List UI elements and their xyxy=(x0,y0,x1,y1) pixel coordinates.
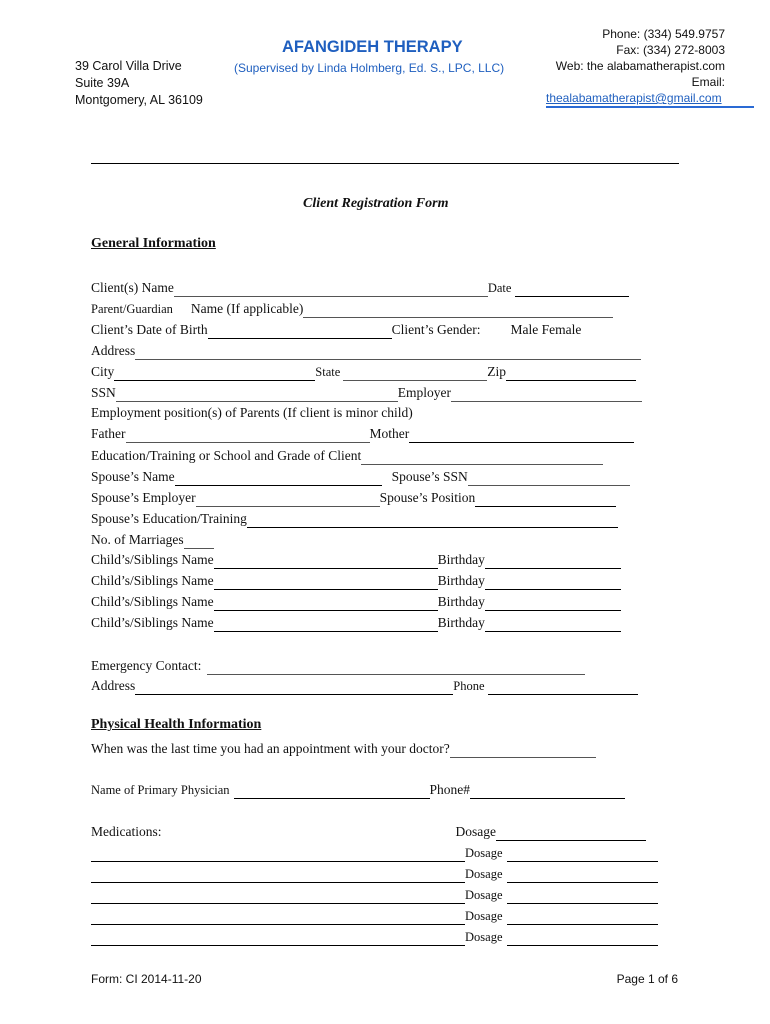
employer-label: Employer xyxy=(397,385,452,400)
dob-row xyxy=(91,319,581,339)
fax-text: Fax: (334) 272-8003 xyxy=(616,43,725,57)
emergency-phone-field[interactable] xyxy=(488,680,638,695)
address-line-3: Montgomery, AL 36109 xyxy=(75,93,203,107)
date-label: Date xyxy=(487,281,512,295)
dosage-label: Dosage xyxy=(465,909,503,923)
email-label: Email: xyxy=(691,75,725,89)
gender-options[interactable]: Male Female xyxy=(510,322,582,337)
address-field[interactable] xyxy=(135,345,641,360)
spouse-name-row xyxy=(91,466,630,486)
city-field[interactable] xyxy=(114,366,315,381)
sibling-name-label: Child’s/Siblings Name xyxy=(91,594,214,609)
medication-row xyxy=(91,863,658,883)
supervised-by: (Supervised by Linda Holmberg, Ed. S., LPC, LLC) xyxy=(234,61,505,75)
phone-text: Phone: (334) 549.9757 xyxy=(602,27,725,41)
mother-field[interactable] xyxy=(409,428,634,443)
dosage-label: Dosage xyxy=(465,930,503,944)
medication-row xyxy=(91,884,658,904)
dosage-field[interactable] xyxy=(496,826,646,841)
dosage-field[interactable] xyxy=(507,889,658,904)
education-label: Education/Training or School and Grade of Client xyxy=(91,448,362,463)
dosage-field[interactable] xyxy=(507,910,658,925)
ssn-row xyxy=(91,382,642,402)
parent-guardian-label: Parent/Guardian xyxy=(91,302,173,316)
birthday-field[interactable] xyxy=(485,554,621,569)
birthday-label: Birthday xyxy=(437,573,485,588)
sibling-row xyxy=(91,612,621,632)
sibling-row xyxy=(91,570,621,590)
sibling-name-label: Child’s/Siblings Name xyxy=(91,552,214,567)
sibling-row xyxy=(91,549,621,569)
emergency-row xyxy=(91,655,585,675)
physician-phone-field[interactable] xyxy=(470,784,625,799)
birthday-field[interactable] xyxy=(485,575,621,590)
medication-field[interactable] xyxy=(91,847,465,862)
email-underline xyxy=(546,106,754,108)
marriages-field[interactable] xyxy=(184,534,214,549)
spouse-employer-row xyxy=(91,487,616,507)
dosage-label: Dosage xyxy=(465,867,503,881)
web-text: Web: the alabamatherapist.com xyxy=(555,59,725,73)
birthday-label: Birthday xyxy=(437,615,485,630)
gender-label: Client’s Gender: xyxy=(391,322,481,337)
ssn-field[interactable] xyxy=(116,387,398,402)
medication-row xyxy=(91,842,658,862)
dob-field[interactable] xyxy=(208,324,392,339)
client-name-row xyxy=(91,277,629,297)
parents-row xyxy=(91,423,634,443)
practice-address xyxy=(75,58,203,109)
city-row xyxy=(91,361,636,381)
zip-label: Zip xyxy=(487,364,507,379)
spouse-education-row xyxy=(91,508,618,528)
ssn-label: SSN xyxy=(91,385,116,400)
spouse-employer-label: Spouse’s Employer xyxy=(91,490,196,505)
parent-name-field[interactable] xyxy=(303,303,613,318)
sibling-name-label: Child’s/Siblings Name xyxy=(91,615,214,630)
general-info-heading: General Information xyxy=(91,236,216,251)
birthday-label: Birthday xyxy=(437,552,485,567)
emergency-address-label: Address xyxy=(91,678,136,693)
page-number: Page 1 of 6 xyxy=(616,972,678,986)
emergency-phone-label: Phone xyxy=(453,679,485,693)
last-appointment-label: When was the last time you had an appointment with your doctor? xyxy=(91,741,450,756)
spouse-position-label: Spouse’s Position xyxy=(379,490,476,505)
employment-positions-label: Employment position(s) of Parents (If client is minor child) xyxy=(91,405,413,420)
address-line-1: 39 Carol Villa Drive xyxy=(75,59,182,73)
city-label: City xyxy=(91,364,115,379)
physician-row xyxy=(91,779,625,799)
medication-row xyxy=(91,905,658,925)
spouse-position-field[interactable] xyxy=(475,492,616,507)
zip-field[interactable] xyxy=(506,366,636,381)
spouse-education-field[interactable] xyxy=(247,513,618,528)
spouse-ssn-field[interactable] xyxy=(468,471,630,486)
brand-name: AFANGIDEH THERAPY xyxy=(282,38,463,56)
employment-row xyxy=(91,402,413,422)
spouse-education-label: Spouse’s Education/Training xyxy=(91,511,247,526)
father-field[interactable] xyxy=(126,428,370,443)
last-appointment-row xyxy=(91,738,596,758)
header-divider xyxy=(91,163,679,164)
employer-field[interactable] xyxy=(451,387,642,402)
contact-block xyxy=(556,26,725,90)
marriages-row xyxy=(91,529,214,549)
emergency-contact-field[interactable] xyxy=(207,660,585,675)
spouse-employer-field[interactable] xyxy=(196,492,380,507)
dosage-label: Dosage xyxy=(455,824,496,839)
dob-label: Client’s Date of Birth xyxy=(91,322,208,337)
dosage-field[interactable] xyxy=(507,847,658,862)
state-field[interactable] xyxy=(343,366,487,381)
medication-row xyxy=(91,926,658,946)
name-if-applicable-label: Name (If applicable) xyxy=(190,301,304,316)
address-label: Address xyxy=(91,343,136,358)
sibling-row xyxy=(91,591,621,611)
sibling-name-field[interactable] xyxy=(214,575,438,590)
parent-row xyxy=(91,298,613,318)
marriages-label: No. of Marriages xyxy=(91,532,184,547)
birthday-field[interactable] xyxy=(485,596,621,611)
medication-row xyxy=(91,821,646,841)
dosage-field[interactable] xyxy=(507,931,658,946)
client-name-field[interactable] xyxy=(174,282,488,297)
spouse-name-field[interactable] xyxy=(175,471,382,486)
sibling-name-field[interactable] xyxy=(214,596,438,611)
education-field[interactable] xyxy=(361,450,603,465)
education-row xyxy=(91,445,603,465)
address-row xyxy=(91,340,641,360)
physical-health-heading: Physical Health Information xyxy=(91,717,262,732)
form-id: Form: CI 2014-11-20 xyxy=(91,972,202,986)
emergency-address-field[interactable] xyxy=(135,680,453,695)
physician-field[interactable] xyxy=(234,784,430,799)
mother-label: Mother xyxy=(369,426,410,441)
dosage-label: Dosage xyxy=(465,888,503,902)
birthday-field[interactable] xyxy=(485,617,621,632)
father-label: Father xyxy=(91,426,126,441)
emergency-contact-label: Emergency Contact: xyxy=(91,658,202,673)
email-link[interactable]: thealabamatherapist@gmail.com xyxy=(546,91,722,105)
emergency-address-row xyxy=(91,675,638,695)
medication-field[interactable] xyxy=(91,868,465,883)
state-label: State xyxy=(315,365,341,379)
sibling-name-label: Child’s/Siblings Name xyxy=(91,573,214,588)
physician-label: Name of Primary Physician xyxy=(91,783,230,797)
client-name-label: Client(s) Name xyxy=(91,280,174,295)
spouse-ssn-label: Spouse’s SSN xyxy=(391,469,468,484)
sibling-name-field[interactable] xyxy=(214,554,438,569)
medications-label: Medications: xyxy=(91,824,162,839)
form-title: Client Registration Form xyxy=(303,196,449,211)
medication-field[interactable] xyxy=(91,889,465,904)
physician-phone-label: Phone# xyxy=(429,782,471,797)
sibling-name-field[interactable] xyxy=(214,617,438,632)
spouse-name-label: Spouse’s Name xyxy=(91,469,175,484)
dosage-label: Dosage xyxy=(465,846,503,860)
date-field[interactable] xyxy=(515,282,629,297)
birthday-label: Birthday xyxy=(437,594,485,609)
last-appointment-field[interactable] xyxy=(450,743,596,758)
medication-field[interactable] xyxy=(91,931,465,946)
dosage-field[interactable] xyxy=(507,868,658,883)
medication-field[interactable] xyxy=(91,910,465,925)
address-line-2: Suite 39A xyxy=(75,76,130,90)
